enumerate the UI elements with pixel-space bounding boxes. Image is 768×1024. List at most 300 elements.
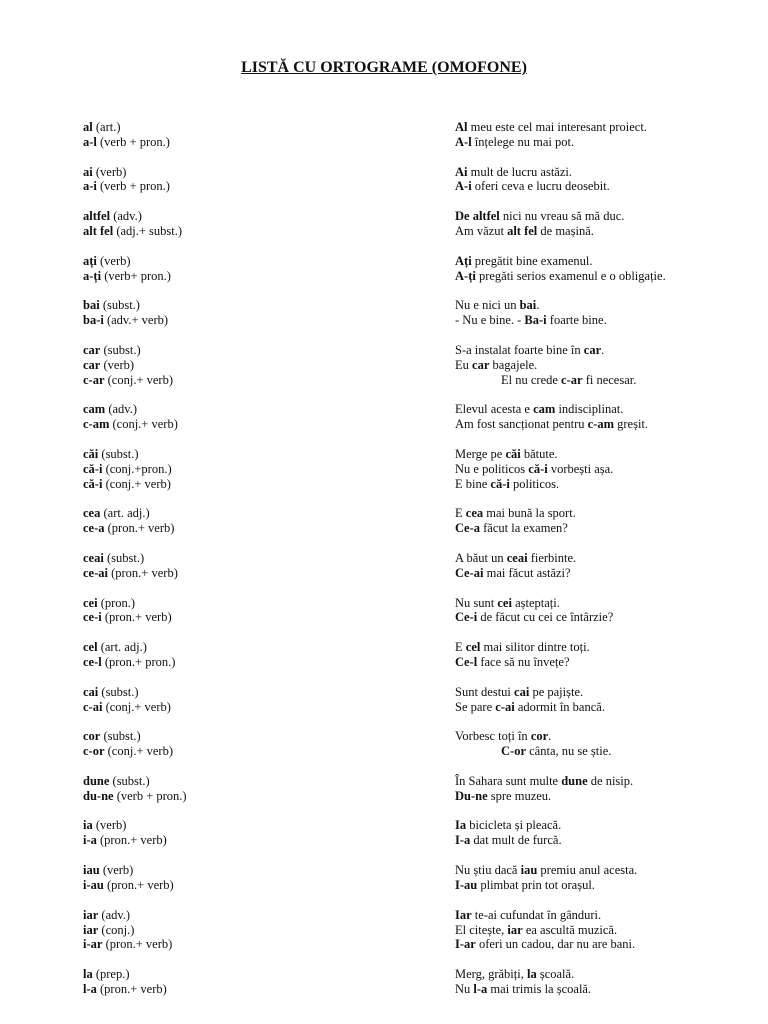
part-of-speech: (conj.+pron.) [105,461,172,476]
part-of-speech: (pron.+ verb) [100,833,167,848]
example-text: ea ascultă muzică. [522,922,618,937]
ortogram-list [83,120,723,1012]
example-highlight: Ce-ai [455,565,484,580]
example-text: Am fost sancționat pentru [455,417,588,432]
part-of-speech: (adv.) [108,402,138,417]
example-highlight: că-i [490,476,510,491]
part-of-speech: (subst.) [112,773,150,788]
part-of-speech: (adv.) [113,209,142,224]
example-text: E [455,506,466,521]
ortogram-row [83,135,723,150]
ortogram-group [83,120,723,150]
ortogram-row [83,477,723,492]
ortogram-term: bai [83,298,100,313]
page-title: LISTĂ CU ORTOGRAME (OMOFONE) [241,59,527,76]
term-cell [83,640,455,655]
part-of-speech: (verb + pron.) [100,134,170,149]
term-cell [83,863,455,878]
term-cell [83,224,455,239]
ortogram-term: ce-a [83,521,105,536]
example-text: În Sahara sunt multe [455,773,562,788]
term-cell [83,209,455,224]
ortogram-group [83,640,723,670]
example-sentence [455,818,561,833]
example-sentence [455,774,633,789]
ortogram-row [83,789,723,804]
term-cell [83,878,455,893]
example-highlight: la [526,967,537,982]
example-text: Sunt destui [455,684,515,699]
term-cell [83,135,455,150]
ortogram-term: cel [83,640,98,655]
example-text: oferi ceva e lucru deosebit. [471,179,610,194]
example-text: politicos. [509,476,560,491]
ortogram-term: l-a [83,981,97,996]
ortogram-group [83,254,723,284]
example-text: mai trimis la școală. [487,981,592,996]
term-cell [83,982,455,997]
example-text: meu este cel mai interesant proiect. [467,120,647,134]
example-sentence [455,923,617,938]
example-text: adormit în bancă. [514,699,605,714]
example-text: S-a instalat foarte bine în [455,342,584,357]
example-text: mult de lucru astăzi. [467,164,572,179]
example-text: mai silitor dintre toți. [480,640,590,655]
example-text: A băut un [455,550,507,565]
ortogram-group [83,818,723,848]
example-text: fierbinte. [527,550,577,565]
part-of-speech: (adv.+ verb) [106,313,169,328]
term-cell [83,566,455,581]
example-highlight: cea [465,506,484,521]
ortogram-row [83,506,723,521]
example-text: de nisip. [587,773,634,788]
example-highlight: car [472,357,490,372]
example-text: te-ai cufundat în gânduri. [471,907,602,922]
term-cell [83,298,455,313]
example-text: pregăti serios examenul e o obligație. [475,268,666,283]
example-text: Am văzut [455,224,508,239]
part-of-speech: (verb+ pron.) [104,268,171,283]
ortogram-group [83,774,723,804]
ortogram-term: ai [83,164,93,179]
example-highlight: cai [514,684,530,699]
term-cell [83,610,455,625]
part-of-speech: (subst.) [103,342,141,357]
example-sentence [455,640,590,655]
term-cell [83,551,455,566]
term-cell [83,358,455,373]
part-of-speech: (pron.+ verb) [100,981,167,996]
term-cell [83,447,455,462]
example-highlight: Ba-i [524,313,547,328]
example-text: bagajele. [489,357,538,372]
ortogram-term: cai [83,684,99,699]
example-sentence [455,313,607,328]
example-sentence [455,402,623,417]
term-cell [83,908,455,923]
example-highlight: cei [497,595,512,610]
example-highlight: Ce-l [455,655,478,670]
term-cell [83,343,455,358]
example-sentence [455,120,647,135]
ortogram-group [83,685,723,715]
ortogram-row [83,923,723,938]
ortogram-group [83,506,723,536]
term-cell [83,937,455,952]
part-of-speech: (pron.) [100,595,136,610]
part-of-speech: (conj.+ verb) [112,417,178,432]
term-cell [83,269,455,284]
example-text: înțelege nu mai pot. [471,134,575,149]
ortogram-term: car [83,357,101,372]
term-cell [83,685,455,700]
term-cell [83,373,455,388]
part-of-speech: (conj.+ verb) [105,476,171,491]
example-text: fi necesar. [582,372,637,387]
ortogram-term: iar [83,907,99,922]
part-of-speech: (conj.+ verb) [107,372,173,387]
example-sentence [455,833,562,848]
part-of-speech: (subst.) [101,684,139,699]
ortogram-term: i-a [83,833,97,848]
example-sentence [455,863,637,878]
example-sentence [455,878,595,893]
ortogram-row [83,447,723,462]
example-highlight: Du-ne [455,788,488,803]
ortogram-term: cor [83,729,101,744]
example-text: vorbești așa. [547,461,614,476]
example-sentence [455,254,592,269]
ortogram-row [83,462,723,477]
term-cell [83,165,455,180]
part-of-speech: (subst.) [102,298,140,313]
example-text: E [455,640,466,655]
ortogram-term: c-ar [83,372,105,387]
part-of-speech: (conj.) [101,922,135,937]
example-highlight: bai [519,298,537,313]
ortogram-term: ce-i [83,610,102,625]
example-text: făcut la examen? [480,521,568,536]
ortogram-term: ce-ai [83,565,108,580]
term-cell [83,700,455,715]
example-text: Se pare [455,699,496,714]
example-sentence [455,700,605,715]
example-highlight: Ce-a [455,521,480,536]
example-text: de mașină. [537,224,594,239]
part-of-speech: (verb) [102,863,134,878]
example-text: Nu e politicos [455,461,529,476]
example-highlight: Iar [455,907,472,922]
example-sentence [455,685,583,700]
example-text: bătute. [520,446,558,461]
example-highlight: car [583,342,602,357]
ortogram-term: cam [83,402,106,417]
example-text: face să nu învețe? [477,655,570,670]
example-sentence [455,908,601,923]
term-cell [83,313,455,328]
example-text: dat mult de furcă. [470,833,562,848]
example-text: pregătit bine examenul. [471,253,593,268]
ortogram-row [83,254,723,269]
ortogram-row [83,551,723,566]
example-text: premiu anul acesta. [537,863,638,878]
ortogram-term: du-ne [83,788,114,803]
example-sentence [455,506,576,521]
example-sentence [455,209,624,224]
ortogram-group [83,908,723,953]
part-of-speech: (pron.+ verb) [111,565,178,580]
example-sentence [455,165,572,180]
ortogram-row [83,596,723,611]
ortogram-term: că-i [83,476,103,491]
ortogram-group [83,729,723,759]
term-cell [83,254,455,269]
ortogram-term: iau [83,863,100,878]
term-cell [83,179,455,194]
example-text: Elevul acesta e [455,402,534,417]
ortogram-term: i-au [83,877,104,892]
ortogram-term: a-i [83,179,97,194]
example-sentence [455,610,613,625]
ortogram-term: ba-i [83,313,104,328]
ortogram-row [83,269,723,284]
example-sentence [455,729,551,744]
ortogram-term: a-ți [83,268,102,283]
example-highlight: c-ar [561,372,583,387]
example-text: bicicleta și pleacă. [466,818,562,833]
ortogram-term: i-ar [83,937,103,952]
ortogram-row [83,417,723,432]
example-text: Merg, grăbiți, [455,967,527,982]
example-sentence [455,447,558,462]
example-text: Nu sunt [455,595,498,610]
ortogram-row [83,937,723,952]
example-highlight: dune [561,773,588,788]
ortogram-row [83,165,723,180]
example-highlight: l-a [473,981,488,996]
example-text: El nu crede [501,372,562,387]
ortogram-term: cea [83,506,101,521]
example-highlight: iar [507,922,523,937]
ortogram-term: că-i [83,461,103,476]
ortogram-row [83,521,723,536]
part-of-speech: (verb) [100,253,131,268]
ortogram-term: căi [83,446,99,461]
example-text: . [548,729,552,744]
part-of-speech: (prep.) [95,967,130,982]
ortogram-row [83,685,723,700]
example-highlight: Al [455,120,468,134]
ortogram-term: alt fel [83,224,114,239]
ortogram-row [83,818,723,833]
ortogram-row [83,863,723,878]
ortogram-group [83,209,723,239]
example-sentence [455,521,568,536]
ortogram-row [83,343,723,358]
term-cell [83,506,455,521]
example-highlight: I-au [455,877,478,892]
example-highlight: cel [465,640,481,655]
part-of-speech: (subst.) [103,729,141,744]
example-highlight: Ce-i [455,610,478,625]
term-cell [83,967,455,982]
term-cell [83,402,455,417]
term-cell [83,729,455,744]
ortogram-row [83,878,723,893]
ortogram-row [83,774,723,789]
example-text: oferi un cadou, dar nu are bani. [475,937,636,952]
ortogram-row [83,373,723,388]
term-cell [83,477,455,492]
ortogram-row [83,640,723,655]
example-sentence [455,789,551,804]
example-highlight: c-ai [495,699,515,714]
example-sentence [455,982,591,997]
part-of-speech: (pron.+ verb) [104,610,172,625]
ortogram-row [83,967,723,982]
example-highlight: iau [520,863,538,878]
example-highlight: Ai [455,164,468,179]
example-sentence [455,358,537,373]
example-text: Nu e nici un [455,298,520,313]
ortogram-term: c-or [83,744,105,759]
ortogram-group [83,343,723,388]
example-highlight: căi [505,446,521,461]
ortogram-row [83,313,723,328]
term-cell [83,596,455,611]
term-cell [83,833,455,848]
example-sentence [455,596,560,611]
ortogram-term: cei [83,595,98,610]
example-sentence [455,937,635,952]
example-text: Eu [455,357,473,372]
ortogram-term: altfel [83,209,111,224]
ortogram-term: dune [83,773,110,788]
example-sentence [455,224,594,239]
example-highlight: Ați [455,253,472,268]
example-text: - Nu e bine. - [455,313,525,328]
ortogram-row [83,402,723,417]
part-of-speech: (verb + pron.) [100,179,170,194]
example-highlight: I-ar [455,937,476,952]
example-sentence [455,477,559,492]
example-highlight: De altfel [455,209,500,224]
ortogram-term: ce-l [83,655,102,670]
example-sentence [455,551,576,566]
ortogram-row [83,700,723,715]
part-of-speech: (art. adj.) [100,640,147,655]
ortogram-row [83,120,723,135]
ortogram-row [83,179,723,194]
part-of-speech: (pron.+ verb) [105,937,173,952]
example-text: Merge pe [455,446,506,461]
ortogram-term: a-l [83,134,97,149]
example-text: așteptați. [511,595,560,610]
part-of-speech: (conj.+ verb) [107,744,173,759]
ortogram-term: al [83,120,93,134]
example-sentence [455,298,539,313]
example-highlight: C-or [501,744,526,759]
example-highlight: cam [533,402,556,417]
example-text: pe pajiște. [529,684,584,699]
example-sentence [455,343,604,358]
example-sentence [455,373,636,388]
ortogram-term: ați [83,253,97,268]
term-cell [83,521,455,536]
ortogram-group [83,551,723,581]
part-of-speech: (verb) [95,164,127,179]
ortogram-term: iar [83,922,99,937]
part-of-speech: (pron.+ verb) [106,877,174,892]
part-of-speech: (verb + pron.) [116,788,187,803]
part-of-speech: (adv.) [101,907,131,922]
ortogram-term: la [83,967,93,982]
example-text: Nu [455,981,474,996]
example-text: Vorbesc toți în [455,729,531,744]
example-highlight: că-i [528,461,548,476]
example-sentence [455,967,574,982]
term-cell [83,462,455,477]
part-of-speech: (pron.+ verb) [107,521,175,536]
example-highlight: alt fel [507,224,538,239]
term-cell [83,923,455,938]
example-text: El citește, [455,922,508,937]
part-of-speech: (verb) [103,357,135,372]
example-highlight: ceai [506,550,528,565]
example-text: . [536,298,540,313]
part-of-speech: (conj.+ verb) [105,699,171,714]
example-highlight: A-i [455,179,472,194]
part-of-speech: (subst.) [101,446,139,461]
ortogram-term: ceai [83,550,104,565]
ortogram-group [83,596,723,626]
term-cell [83,774,455,789]
example-text: E bine [455,476,491,491]
example-sentence [455,269,666,284]
ortogram-row [83,908,723,923]
part-of-speech: (verb) [95,818,127,833]
example-text: spre muzeu. [487,788,552,803]
ortogram-row [83,982,723,997]
term-cell [83,120,455,135]
ortogram-term: car [83,342,101,357]
ortogram-row [83,209,723,224]
example-text: școală. [536,967,575,982]
ortogram-group [83,967,723,997]
example-sentence [455,417,648,432]
example-text: . [601,342,605,357]
example-highlight: Ia [455,818,467,833]
example-text: nici nu vreau să mă duc. [499,209,625,224]
example-sentence [455,566,571,581]
example-sentence [455,179,610,194]
example-sentence [455,744,611,759]
part-of-speech: (art. adj.) [103,506,150,521]
example-highlight: cor [530,729,549,744]
example-text: foarte bine. [546,313,607,328]
example-text: greșit. [614,417,649,432]
ortogram-row [83,833,723,848]
ortogram-term: c-am [83,417,110,432]
example-text: de făcut cu cei ce întârzie? [477,610,614,625]
example-text: cânta, nu se știe. [526,744,612,759]
ortogram-group [83,165,723,195]
ortogram-group [83,298,723,328]
part-of-speech: (art.) [95,120,121,134]
example-text: plimbat prin tot orașul. [477,877,595,892]
term-cell [83,655,455,670]
